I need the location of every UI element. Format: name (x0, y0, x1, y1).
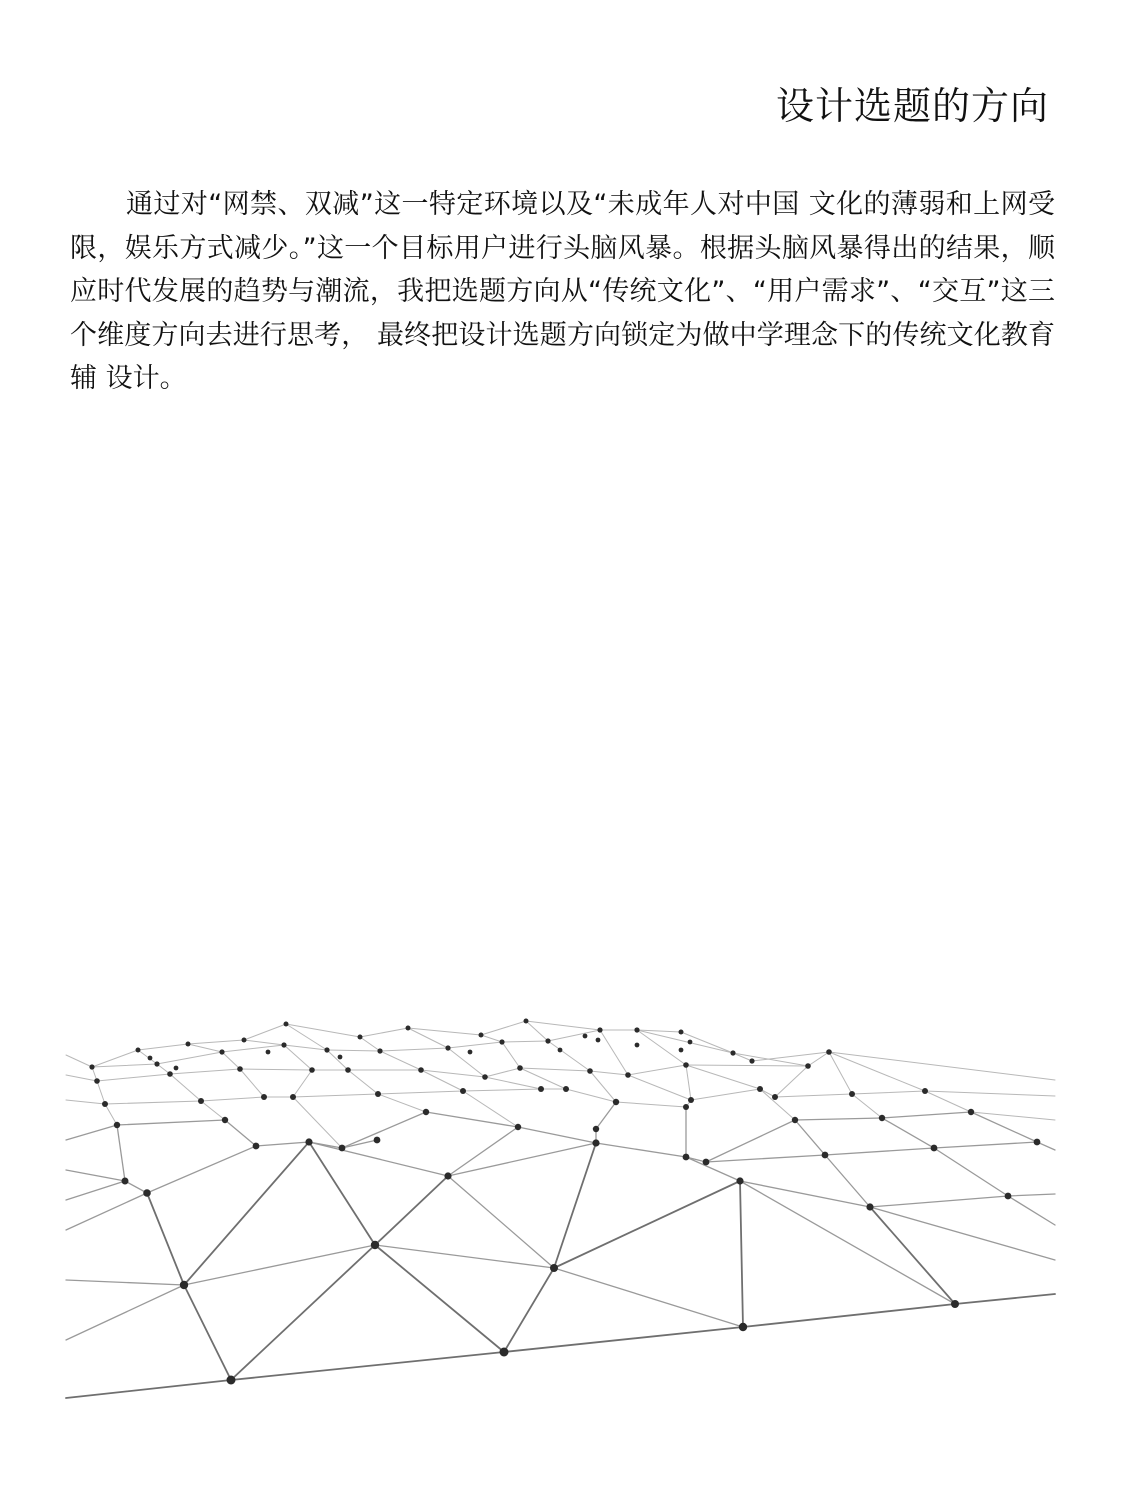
mesh-nodes (89, 1019, 1040, 1385)
page-title: 设计选题的方向 (775, 84, 1049, 128)
body-paragraph: 通过对“网禁、双减”这一特定环境以及“未成年人对中国 文化的薄弱和上网受限，娱乐方式减少。”这一个目标用户进行头脑风暴。根据头脑风暴得出的结果，顺应时代发展的趋势与潮流，我把选题方向从“传统文化”、“用户需求”、“交互”这三个维度方向去进行思考， 最终把设计选题方向锁定为做中学理念下的传统文化教育辅 设计。 (70, 189, 1055, 394)
mesh-lines (66, 1021, 1055, 1398)
